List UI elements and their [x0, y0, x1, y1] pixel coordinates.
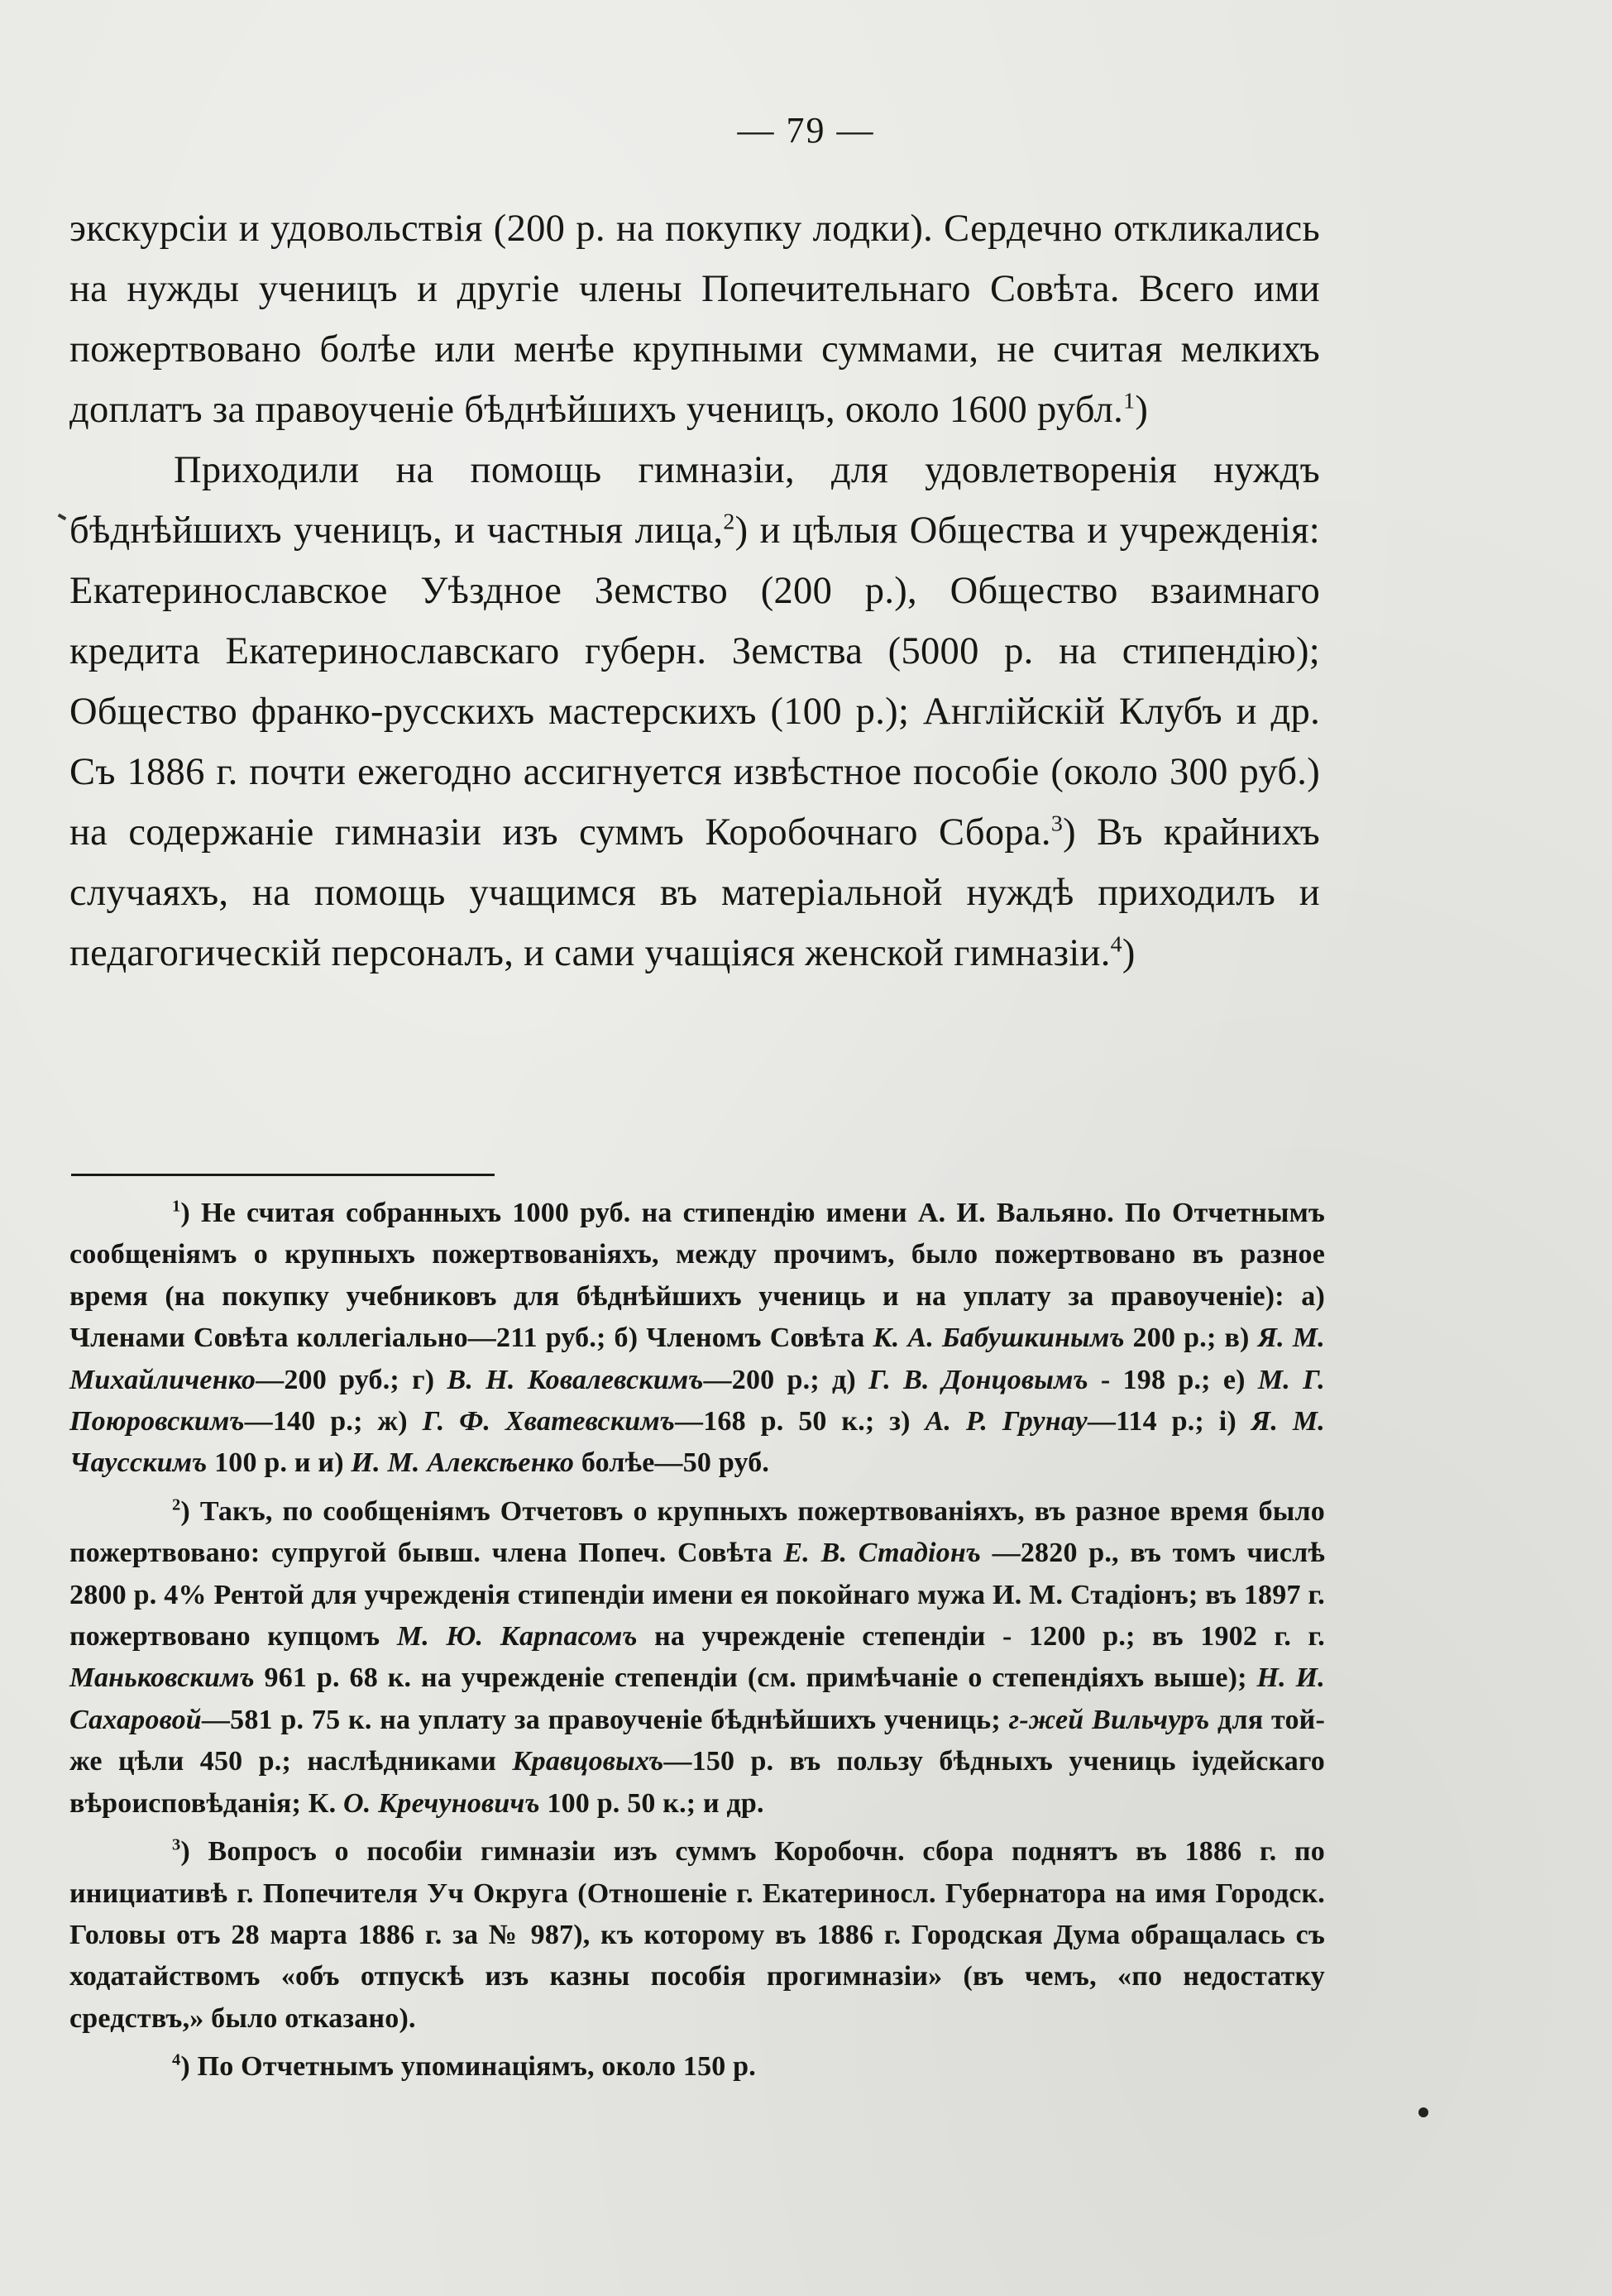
paragraph-1-text: экскурсіи и удовольствія (200 р. на покупку лодки). Сердечно откликались на нужды ученицъ и другіе члены Попечительнаго Совѣта. Всего ими пожертвовано болѣе или менѣе крупными суммами, не считая мелкихъ доплатъ за правоученіе бѣднѣйшихъ ученицъ, около 1600 рубл. [69, 208, 1320, 431]
donor-name: М. Г. Поюровскимъ [69, 1364, 1325, 1437]
donor-name: О. Кречуновичъ [342, 1787, 540, 1819]
footnote-2-text: ) Такъ, по сообщеніямъ Отчетовъ о крупныхъ пожертвованіяхъ, въ разное время было пожертвовано: супругой бывш. члена Попеч. Совѣта [69, 1495, 1325, 1569]
footnote-1-text: —200 руб.; г) [256, 1364, 447, 1395]
ink-mark [58, 514, 67, 520]
footnote-1 [69, 1193, 1325, 1485]
donor-name: Е. В. Стадіонъ [783, 1538, 982, 1569]
donor-name: К. А. Бабушкинымъ [873, 1323, 1125, 1354]
footnote-3-number: 3 [172, 1835, 181, 1854]
donor-name: Я. М. Чаусскимъ [69, 1406, 1325, 1479]
donor-name: Г. В. Донцовымъ [868, 1364, 1088, 1395]
paragraph-2 [69, 440, 1320, 983]
ink-dot [1418, 2107, 1428, 2117]
donor-name: А. Р. Грунау [925, 1406, 1088, 1437]
footnote-4-text: ) По Отчетнымъ упоминаціямъ, около 150 р. [180, 2051, 756, 2083]
donor-name: Я. М. Михайличенко [69, 1323, 1326, 1395]
paragraph-1 [69, 199, 1320, 440]
footnote-ref-4: 4 [1110, 931, 1122, 958]
paragraph-2-text-a: Приходили на помощь гимназіи, для удовлетворенія нуждъ бѣднѣйшихъ ученицъ, и частныя лица, [69, 449, 1320, 552]
footnote-1-text: —114 р.; і) [1087, 1406, 1251, 1437]
footnote-1-text: —140 р.; ж) [244, 1406, 423, 1437]
footnote-1-text: —200 р.; д) [703, 1364, 869, 1395]
paragraph-2-text-b: ) и цѣлыя Общества и учрежденія: Екатеринославское Уѣздное Земство (200 р.), Общество взаимнаго кредита Екатеринославскаго губерн. Земства (5000 р. на стипендію); Общество франко-русскихъ мастерскихъ (100 р.); Англійскій Клубъ и др. Съ 1886 г. почти ежегодно ассигнуется извѣстное пособіе (около 300 руб.) на содержаніе гимназіи изъ суммъ Коробочнаго Сбора. [69, 509, 1320, 854]
footnote-2-text: —581 р. 75 к. на уплату за правоученіе бѣднѣйшихъ учениць; [201, 1704, 1009, 1735]
donor-name: г-жей Вильчуръ [1008, 1704, 1210, 1735]
donor-name: Маньковскимъ [69, 1662, 255, 1694]
footnote-1-text: 200 р.; в) [1124, 1323, 1258, 1354]
footnotes [69, 1193, 1325, 2095]
footnote-2-text: для той-же цѣли 450 р.; наслѣдниками [69, 1704, 1325, 1777]
paragraph-2-text-d: ) [1122, 932, 1136, 974]
donor-name: Н. И. Сахаровой [69, 1662, 1325, 1735]
footnote-2-text: —2820 р., въ томъ числѣ 2800 р. 4% Рентой для учрежденія стипендіи имени ея покойнаго мужа И. М. Стадіонъ; въ 1897 г. пожертвовано купцомъ [69, 1538, 1325, 1653]
donor-name: И. М. Алексѣенко [351, 1447, 575, 1479]
donor-name: Кравцовыхъ [512, 1746, 664, 1777]
footnote-1-text: - 198 р.; е) [1088, 1364, 1258, 1395]
footnote-ref-3: 3 [1050, 811, 1064, 837]
footnote-4-number: 4 [172, 2050, 181, 2069]
footnote-1-number: 1 [172, 1197, 181, 1216]
footnote-4 [69, 2046, 1325, 2088]
paragraph-1-end: ) [1135, 389, 1149, 431]
page-number: — 79 — [737, 110, 875, 151]
footnote-2-number: 2 [172, 1495, 181, 1514]
footnote-ref-1: 1 [1123, 388, 1136, 414]
footnote-rule [71, 1174, 495, 1176]
paragraph-2-text-c: ) Въ крайнихъ случаяхъ, на помощь учащимся въ матеріальной нуждѣ приходилъ и педагогическій персоналъ, и сами учащіяся женской гимназіи. [69, 811, 1320, 974]
footnote-2-text: —150 р. въ пользу бѣдныхъ учениць іудейскаго вѣроисповѣданія; К. [69, 1746, 1325, 1819]
footnote-2-text: 961 р. 68 к. на учрежденіе степендіи (см. примѣчаніе о степендіяхъ выше); [254, 1662, 1257, 1694]
donor-name: М. Ю. Карпасомъ [396, 1621, 638, 1653]
footnote-ref-2: 2 [723, 509, 735, 535]
footnote-1-text: 100 р. и и) [207, 1447, 352, 1479]
footnote-2-text: 100 р. 50 к.; и др. [539, 1787, 764, 1819]
footnote-1-text: ) Не считая собранныхъ 1000 руб. на стипендію имени А. И. Вальяно. По Отчетнымъ сообщеніямъ о крупныхъ пожертвованіяхъ, между прочимъ, было пожертвовано въ разное время (на покупку учебниковъ для бѣднѣйшихъ учениць и на уплату за правоученіе): а) Членами Совѣта коллегіально—211 руб.; б) Членомъ Совѣта [69, 1198, 1325, 1354]
donor-name: В. Н. Ковалевскимъ [447, 1364, 704, 1395]
main-text [69, 199, 1320, 983]
footnote-3-text: ) Вопросъ о пособіи гимназіи изъ суммъ Коробочн. сбора поднятъ въ 1886 г. по инициативѣ г. Попечителя Уч Округа (Отношеніе г. Екатериносл. Губернатора на имя Городск. Головы отъ 28 марта 1886 г. за № 987), къ которому въ 1886 г. Городская Дума обращалась съ ходатайствомъ «объ отпускѣ изъ казны пособія прогимназіи» (въ чемъ, «по недостатку средствъ,» было отказано). [69, 1836, 1325, 2034]
footnote-1-text: болѣе—50 руб. [574, 1447, 770, 1479]
donor-name: Г. Ф. Хватевскимъ [422, 1406, 675, 1437]
footnote-3 [69, 1831, 1325, 2040]
footnote-2-text: на учрежденіе степендіи - 1200 р.; въ 1902 г. г. [637, 1621, 1326, 1653]
footnote-1-text: —168 р. 50 к.; з) [675, 1406, 926, 1437]
footnote-2 [69, 1491, 1325, 1825]
